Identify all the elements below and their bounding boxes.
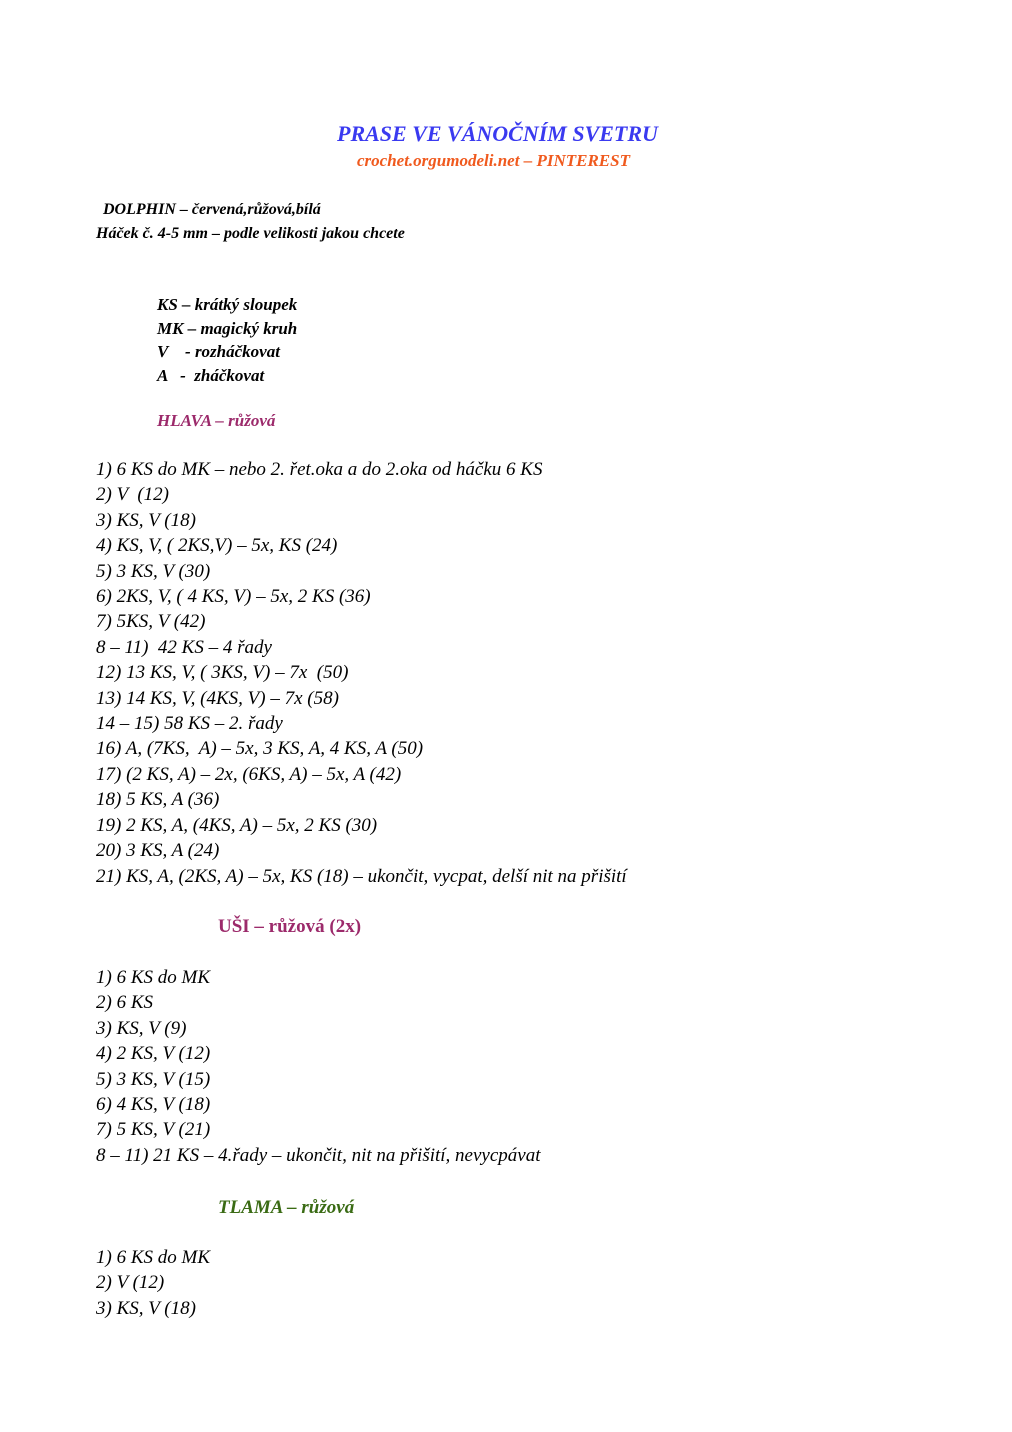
step-list-hlava — [96, 457, 627, 889]
step-item: 3) KS, V (18) — [96, 1297, 196, 1319]
step-list-usi — [96, 965, 541, 1168]
step-item: 7) 5KS, V (42) — [96, 611, 206, 633]
step-item: 1) 6 KS do MK — [96, 967, 210, 988]
step-item: 12) 13 KS, V, ( 3KS, V) – 7x (50) — [96, 662, 349, 684]
step-item: 16) A, (7KS, A) – 5x, 3 KS, A, 4 KS, A (50) — [96, 738, 424, 760]
step-item: 1) 6 KS do MK — [96, 1247, 210, 1268]
abbreviation-list — [157, 293, 297, 387]
step-item: 4) KS, V, ( 2KS,V) – 5x, KS (24) — [96, 535, 338, 557]
step-item: 7) 5 KS, V (21) — [96, 1119, 211, 1141]
step-item: 17) (2 KS, A) – 2x, (6KS, A) – 5x, A (42) — [96, 763, 402, 785]
step-list-tlama — [96, 1245, 210, 1321]
section-heading-hlava: HLAVA – růžová — [157, 411, 276, 430]
step-item: 13) 14 KS, V, (4KS, V) – 7x (58) — [96, 687, 339, 709]
document-title: PRASE VE VÁNOČNÍM SVETRU — [337, 121, 658, 146]
step-item: 4) 2 KS, V (12) — [96, 1043, 211, 1065]
step-item: 8 – 11) 42 KS – 4 řady — [96, 636, 272, 658]
step-item: 6) 4 KS, V (18) — [96, 1094, 211, 1116]
step-item: 3) KS, V (9) — [96, 1017, 187, 1039]
step-item: 14 – 15) 58 KS – 2. řady — [96, 713, 283, 735]
step-item: 2) V (12) — [96, 1272, 165, 1294]
step-item: 8 – 11) 21 KS – 4.řady – ukončit, nit na přišití, nevycpávat — [96, 1144, 541, 1166]
step-item: 3) KS, V (18) — [96, 509, 196, 531]
step-item: 20) 3 KS, A (24) — [96, 840, 220, 862]
section-heading-tlama: TLAMA – růžová — [218, 1197, 355, 1218]
step-item: 1) 6 KS do MK – nebo 2. řet.oka a do 2.oka od háčku 6 KS — [96, 459, 543, 480]
section-heading-usi: UŠI – růžová (2x) — [218, 916, 362, 937]
abbreviation-item: MK – magický kruh — [157, 318, 298, 338]
step-item: 2) V (12) — [96, 484, 169, 506]
source-credit: crochet.orgumodeli.net – PINTEREST — [357, 151, 630, 170]
abbreviation-item: A - zháčkovat — [157, 365, 265, 385]
abbreviation-item: KS – krátký sloupek — [157, 295, 298, 314]
step-item: 2) 6 KS — [96, 992, 153, 1014]
step-item: 5) 3 KS, V (15) — [96, 1068, 211, 1090]
step-item: 5) 3 KS, V (30) — [96, 560, 211, 582]
step-item: 6) 2KS, V, ( 4 KS, V) – 5x, 2 KS (36) — [96, 586, 371, 608]
yarn-info: DOLPHIN – červená,růžová,bílá — [103, 201, 321, 218]
step-item: 18) 5 KS, A (36) — [96, 789, 220, 811]
abbreviation-item: V - rozháčkovat — [157, 342, 280, 361]
hook-info: Háček č. 4-5 mm – podle velikosti jakou chcete — [96, 225, 405, 242]
step-item: 19) 2 KS, A, (4KS, A) – 5x, 2 KS (30) — [96, 814, 378, 836]
step-item: 21) KS, A, (2KS, A) – 5x, KS (18) – ukončit, vycpat, delší nit na přišití — [96, 865, 627, 887]
